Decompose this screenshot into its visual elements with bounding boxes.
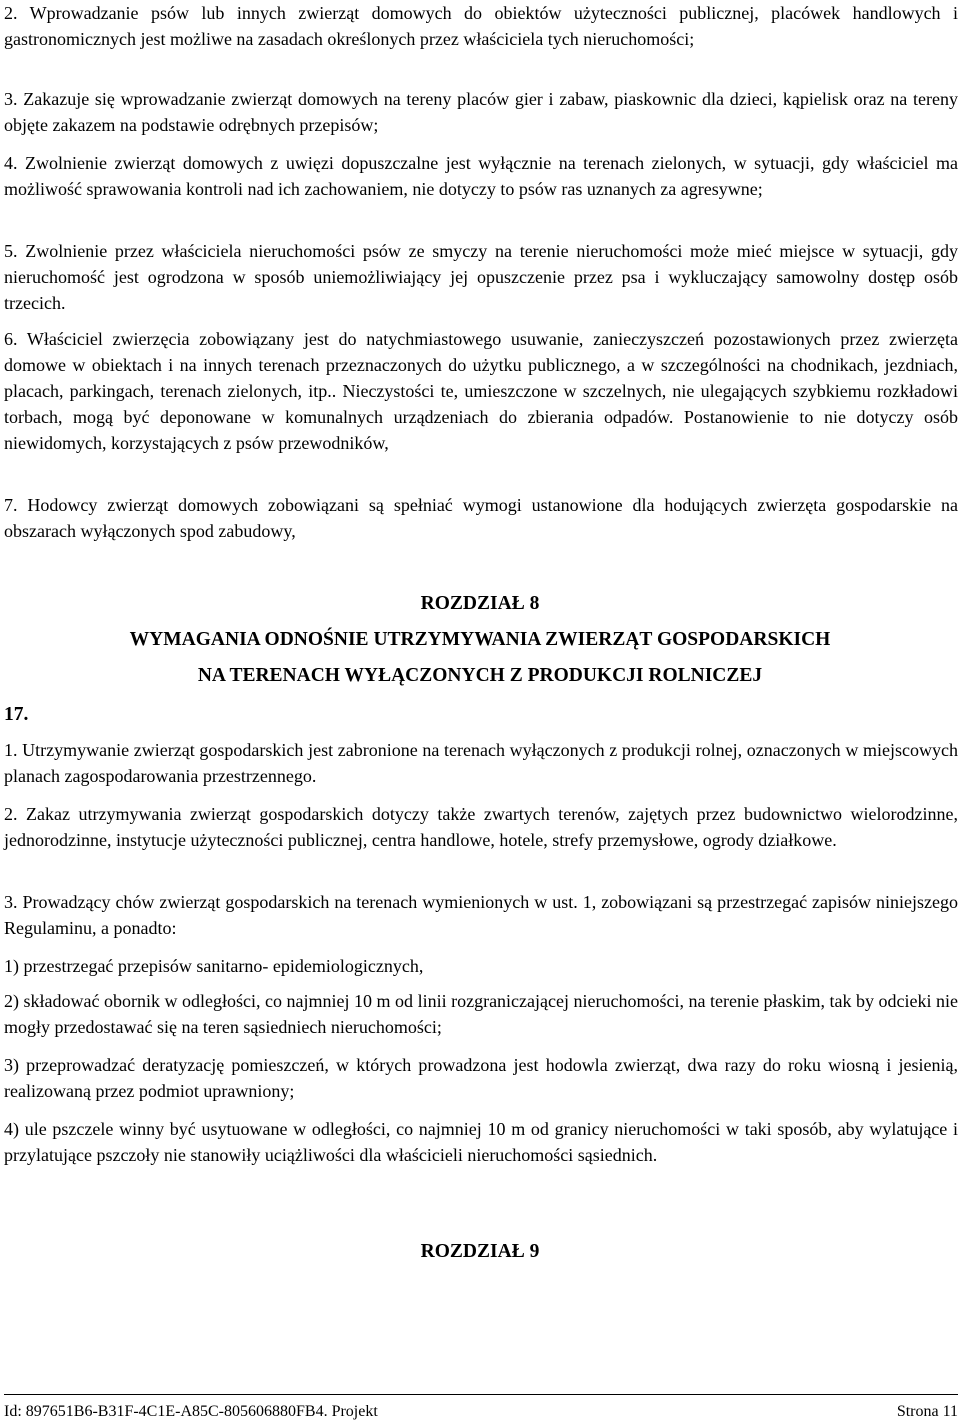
paragraph-3: 3. Zakazuje się wprowadzanie zwierząt domowych na tereny placów gier i zabaw, piaskownic dla dzieci, kąpielisk oraz na tereny objęte zakazem na podstawie odrębnych przepisów; — [4, 89, 958, 135]
section-17-paragraph-1: 1. Utrzymywanie zwierząt gospodarskich jest zabronione na terenach wyłączonych z produkcji rolnej, oznaczonych w miejscowych planach zagospodarowania przestrzennego. — [4, 740, 958, 786]
paragraph-2: 2. Wprowadzanie psów lub innych zwierząt domowych do obiektów użyteczności publicznej, placówek handlowych i gastronomicznych jest możliwe na zasadach określonych przez właściciela tych nieruchomości; — [4, 3, 958, 49]
section-17-paragraph-3: 3. Prowadzący chów zwierząt gospodarskich na terenach wymienionych w ust. 1, zobowiązani są przestrzegać zapisów niniejszego Regulaminu, a ponadto: — [4, 892, 958, 938]
chapter-9-title: ROZDZIAŁ 9 — [420, 1241, 540, 1262]
chapter-8-subtitle-line-1: WYMAGANIA ODNOŚNIE UTRZYMYWANIA ZWIERZĄT GOSPODARSKICH — [129, 629, 831, 650]
list-item-4: 4) ule pszczele winny być usytuowane w odległości, co najmniej 10 m od granicy nieruchomości w taki sposób, aby wylatujące i przylatujące pszczoły nie stanowiły uciążliwości dla właścicieli nieruchomości sąsiednich. — [4, 1119, 958, 1165]
list-item-1: 1) przestrzegać przepisów sanitarno- epidemiologicznych, — [4, 956, 424, 976]
page-number: Strona 11 — [896, 1403, 958, 1420]
footer-divider — [4, 1394, 958, 1395]
chapter-8-title: ROZDZIAŁ 8 — [420, 593, 540, 614]
list-item-2: 2) składować obornik w odległości, co najmniej 10 m od linii rozgraniczającej nieruchomości, na terenie płaskim, tak by odcieki nie mogły przedostawać się na teren sąsiedniech nieruchomości; — [4, 991, 958, 1037]
paragraph-7: 7. Hodowcy zwierząt domowych zobowiązani są spełniać wymogi ustanowione dla hodujących zwierzęta gospodarskie na obszarach wyłączonych spod zabudowy, — [4, 495, 958, 541]
paragraph-5: 5. Zwolnienie przez właściciela nieruchomości psów ze smyczy na terenie nieruchomości może mieć miejsce w sytuacji, gdy nieruchomość jest ogrodzona w sposób uniemożliwiający jej opuszczenie przez psa i wykluczający samowolny dostęp osób trzecich. — [4, 241, 958, 313]
paragraph-6: 6. Właściciel zwierzęcia zobowiązany jest do natychmiastowego usuwanie, zanieczyszczeń pozostawionych przez zwierzęta domowe w obiektach i na innych terenach przeznaczonych do użytku publicznego, a w szczególności na chodnikach, jezdniach, placach, parkingach, terenach zielonych, itp.. Nieczystości te, umieszczone w szczelnych, nie ulegających szybkiemu rozkładowi torbach, mogą być deponowane w komunalnych urządzeniach do zbierania odpadów. Postanowienie to nie dotyczy osób niewidomych, korzystających z psów przewodników, — [4, 329, 958, 453]
section-17-paragraph-2: 2. Zakaz utrzymywania zwierząt gospodarskich dotyczy także zwartych terenów, zajętych przez budownictwo wielorodzinne, jednorodzinne, instytucje użyteczności publicznej, centra handlowe, hotele, strefy przemysłowe, ogrody działkowe. — [4, 804, 958, 850]
list-item-3: 3) przeprowadzać deratyzację pomieszczeń, w których prowadzona jest hodowla zwierząt, dwa razy do roku wiosną i jesienią, realizowaną przez podmiot uprawniony; — [4, 1055, 958, 1101]
section-number: 17. — [4, 704, 29, 725]
chapter-8-subtitle-line-2: NA TERENACH WYŁĄCZONYCH Z PRODUKCJI ROLNICZEJ — [197, 665, 763, 686]
paragraph-4: 4. Zwolnienie zwierząt domowych z uwięzi dopuszczalne jest wyłącznie na terenach zielonych, w sytuacji, gdy właściciel ma możliwość sprawowania kontroli nad ich zachowaniem, nie dotyczy to psów ras uznanych za agresywne; — [4, 153, 958, 199]
document-id: Id: 897651B6-B31F-4C1E-A85C-805606880FB4. Projekt — [4, 1403, 378, 1420]
